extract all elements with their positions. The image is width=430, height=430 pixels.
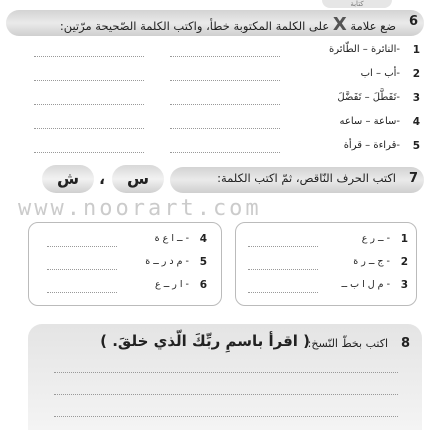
item-number: 3 [400,279,408,291]
exercise-7-item-3 [242,279,412,297]
exercise-7-left-box [28,222,222,306]
item-number: 2 [412,68,420,80]
section-tab: كتابة [322,0,392,8]
exercise-7-header [170,167,424,193]
instruction-after: على الكلمة المكتوبة خطأ، واكتب الكلمة الصّحيحة مرّتين: [59,19,330,33]
answer-line[interactable] [34,56,144,57]
exercise-7-item-2 [242,256,412,274]
writing-line[interactable] [54,372,398,373]
answer-line[interactable] [47,246,117,247]
answer-line[interactable] [170,128,280,129]
item-number: 4 [199,233,207,245]
answer-line[interactable] [34,152,144,153]
answer-line[interactable] [170,104,280,105]
answer-line[interactable] [170,56,280,57]
letter-separator: ، [98,169,106,188]
writing-line[interactable] [54,394,398,395]
item-number: 2 [400,256,408,268]
exercise-7-item-5 [41,256,211,274]
exercise-6-number: 6 [408,14,418,29]
exercise-6-item-4 [20,116,420,134]
exercise-6-instruction [60,14,396,35]
item-number: 5 [412,140,420,152]
item-number: 6 [199,279,207,291]
item-words: -أب – اب [360,68,400,79]
answer-line[interactable] [34,128,144,129]
item-number: 3 [412,92,420,104]
item-number: 5 [199,256,207,268]
exercise-7-item-1 [242,233,412,251]
item-words: -تَفَطَّلَ – تَفَضَّلَ [337,92,400,103]
item-words: -قراءة – قرأة [343,140,400,151]
item-number: 1 [412,44,420,56]
item-letters: - م د ر ــ ة [145,256,189,267]
answer-line[interactable] [34,104,144,105]
item-number: 1 [400,233,408,245]
exercise-7-number: 7 [408,171,418,186]
exercise-7-item-4 [41,233,211,251]
instruction-before: ضع علامة [350,19,396,33]
exercise-6-item-2 [20,68,420,86]
answer-line[interactable] [170,152,280,153]
answer-line[interactable] [47,292,117,293]
item-words: -النائرة – الطّائرة [328,44,400,55]
exercise-6-item-5 [20,140,420,158]
letter-choice-seen: س [112,165,164,193]
x-mark-icon: X [332,14,347,35]
exercise-7-right-box [235,222,417,306]
item-words: -ساعة – ساعه [339,116,400,127]
answer-line[interactable] [34,80,144,81]
exercise-7-instruction: اكتب الحرف النّاقص، ثمّ اكتب الكلمة: [217,171,396,185]
writing-line[interactable] [54,416,398,417]
answer-line[interactable] [248,246,318,247]
exercise-8-number: 8 [400,336,410,351]
watermark: www.noorart.com [18,196,262,221]
answer-line[interactable] [248,292,318,293]
exercise-7-item-6 [41,279,211,297]
answer-line[interactable] [248,269,318,270]
exercise-8-instruction: اكتب بخطّ النّسخ: [307,337,388,350]
answer-line[interactable] [170,80,280,81]
exercise-6-header [6,10,424,36]
item-letters: - ج ــ ر ة [353,256,390,267]
exercise-6-item-1 [20,44,420,62]
item-letters: - م ل ا ب ــ [341,279,390,290]
item-number: 4 [412,116,420,128]
exercise-6-item-3 [20,92,420,110]
verse-text: ( اقرأ باسمِ ربِّكَ الّذي خلقَ. ) [100,332,310,350]
item-letters: - ــ ر ع [361,233,390,244]
item-letters: - ــ ا ع ة [154,233,189,244]
top-strip [0,0,430,8]
letter-choice-sheen: ش [42,165,94,193]
item-letters: - ا ر ــ ع [155,279,189,290]
answer-line[interactable] [47,269,117,270]
